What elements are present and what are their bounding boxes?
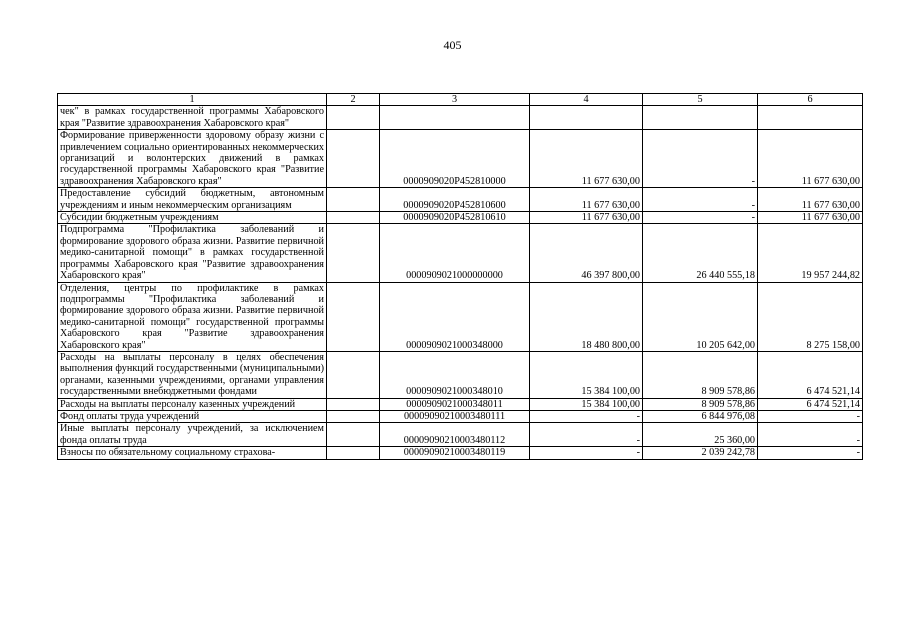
row-value-6 [758, 106, 863, 130]
row-code: 00009090210003480119 [380, 447, 530, 459]
column-header-1: 1 [58, 94, 327, 106]
row-col2 [327, 212, 380, 224]
table-row [58, 282, 863, 351]
row-value-5: 25 360,00 [643, 423, 758, 447]
table-row [58, 351, 863, 398]
row-name: Субсидии бюджетным учреждениям [58, 212, 327, 224]
table-row [58, 423, 863, 447]
row-code: 0000909021000348000 [380, 282, 530, 351]
row-name: Иные выплаты персоналу учреждений, за исключением фонда оплаты труда [58, 423, 327, 447]
column-header-5: 5 [643, 94, 758, 106]
row-value-6: 19 957 244,82 [758, 224, 863, 282]
row-value-4: - [530, 423, 643, 447]
row-value-5 [643, 106, 758, 130]
row-value-4 [530, 106, 643, 130]
row-code: 0000909021000348010 [380, 351, 530, 398]
column-header-3: 3 [380, 94, 530, 106]
row-name: Взносы по обязательному социальному страхова- [58, 447, 327, 459]
column-header-4: 4 [530, 94, 643, 106]
row-value-4: 15 384 100,00 [530, 351, 643, 398]
row-value-5: 26 440 555,18 [643, 224, 758, 282]
row-code: 0000909020P452810610 [380, 212, 530, 224]
row-col2 [327, 423, 380, 447]
table-row [58, 130, 863, 188]
row-value-6: - [758, 447, 863, 459]
row-col2 [327, 410, 380, 422]
row-value-6: - [758, 423, 863, 447]
row-name: Формирование приверженности здоровому образу жизни с привлечением социально ориентированных некоммерческих организаций и волонтерских движений в рамках государственной программы Хабаровского края "Развитие здравоохранения Хабаровского края" [58, 130, 327, 188]
column-header-6: 6 [758, 94, 863, 106]
row-code [380, 106, 530, 130]
row-code: 00009090210003480112 [380, 423, 530, 447]
row-col2 [327, 351, 380, 398]
row-value-4: - [530, 410, 643, 422]
row-value-4: 15 384 100,00 [530, 398, 643, 410]
row-name: Подпрограмма "Профилактика заболеваний и формирование здорового образа жизни. Развитие первичной медико-санитарной помощи" в рамках государственной программы Хабаровского края "Развитие здравоохранения Хабаровского края" [58, 224, 327, 282]
row-value-4: 11 677 630,00 [530, 130, 643, 188]
row-col2 [327, 447, 380, 459]
row-code: 0000909020P452810600 [380, 188, 530, 212]
table-row [58, 212, 863, 224]
row-col2 [327, 106, 380, 130]
row-code: 00009090210003480111 [380, 410, 530, 422]
row-value-4: - [530, 447, 643, 459]
table-row [58, 224, 863, 282]
row-name: Предоставление субсидий бюджетным, автономным учреждениям и иным некоммерческим организациям [58, 188, 327, 212]
row-value-4: 46 397 800,00 [530, 224, 643, 282]
row-value-5: 8 909 578,86 [643, 351, 758, 398]
table-row [58, 398, 863, 410]
row-value-6: 6 474 521,14 [758, 398, 863, 410]
row-name: чек" в рамках государственной программы Хабаровского края "Развитие здравоохранения Хабаровского края" [58, 106, 327, 130]
row-name: Отделения, центры по профилактике в рамках подпрограммы "Профилактика заболеваний и формирование здорового образа жизни. Развитие первичной медико-санитарной помощи" государственной программы Хабаровского края "Развитие здравоохранения Хабаровского края" [58, 282, 327, 351]
row-name: Фонд оплаты труда учреждений [58, 410, 327, 422]
page-number: 405 [443, 38, 462, 52]
row-col2 [327, 224, 380, 282]
row-value-6: 6 474 521,14 [758, 351, 863, 398]
row-value-4: 11 677 630,00 [530, 188, 643, 212]
table-body [58, 106, 863, 459]
row-code: 0000909020P452810000 [380, 130, 530, 188]
row-value-4: 11 677 630,00 [530, 212, 643, 224]
row-value-4: 18 480 800,00 [530, 282, 643, 351]
row-value-5: - [643, 188, 758, 212]
row-value-6: - [758, 410, 863, 422]
row-col2 [327, 130, 380, 188]
table-row [58, 106, 863, 130]
row-value-5: 2 039 242,78 [643, 447, 758, 459]
row-value-5: 8 909 578,86 [643, 398, 758, 410]
row-code: 0000909021000348011 [380, 398, 530, 410]
row-value-5: 6 844 976,08 [643, 410, 758, 422]
table-header [58, 94, 863, 106]
row-col2 [327, 188, 380, 212]
row-name: Расходы на выплаты персоналу в целях обеспечения выполнения функций государственными (муниципальными) органами, казенными учреждениями, органами управления государственными внебюджетными фондами [58, 351, 327, 398]
row-value-5: 10 205 642,00 [643, 282, 758, 351]
table-row [58, 447, 863, 459]
header-row [58, 94, 863, 106]
row-col2 [327, 398, 380, 410]
row-name: Расходы на выплаты персоналу казенных учреждений [58, 398, 327, 410]
budget-table [57, 93, 863, 460]
row-value-6: 11 677 630,00 [758, 212, 863, 224]
row-value-5: - [643, 130, 758, 188]
table-row [58, 188, 863, 212]
row-col2 [327, 282, 380, 351]
row-value-6: 11 677 630,00 [758, 188, 863, 212]
table-row [58, 410, 863, 422]
row-value-5: - [643, 212, 758, 224]
column-header-2: 2 [327, 94, 380, 106]
row-value-6: 11 677 630,00 [758, 130, 863, 188]
row-value-6: 8 275 158,00 [758, 282, 863, 351]
row-code: 0000909021000000000 [380, 224, 530, 282]
